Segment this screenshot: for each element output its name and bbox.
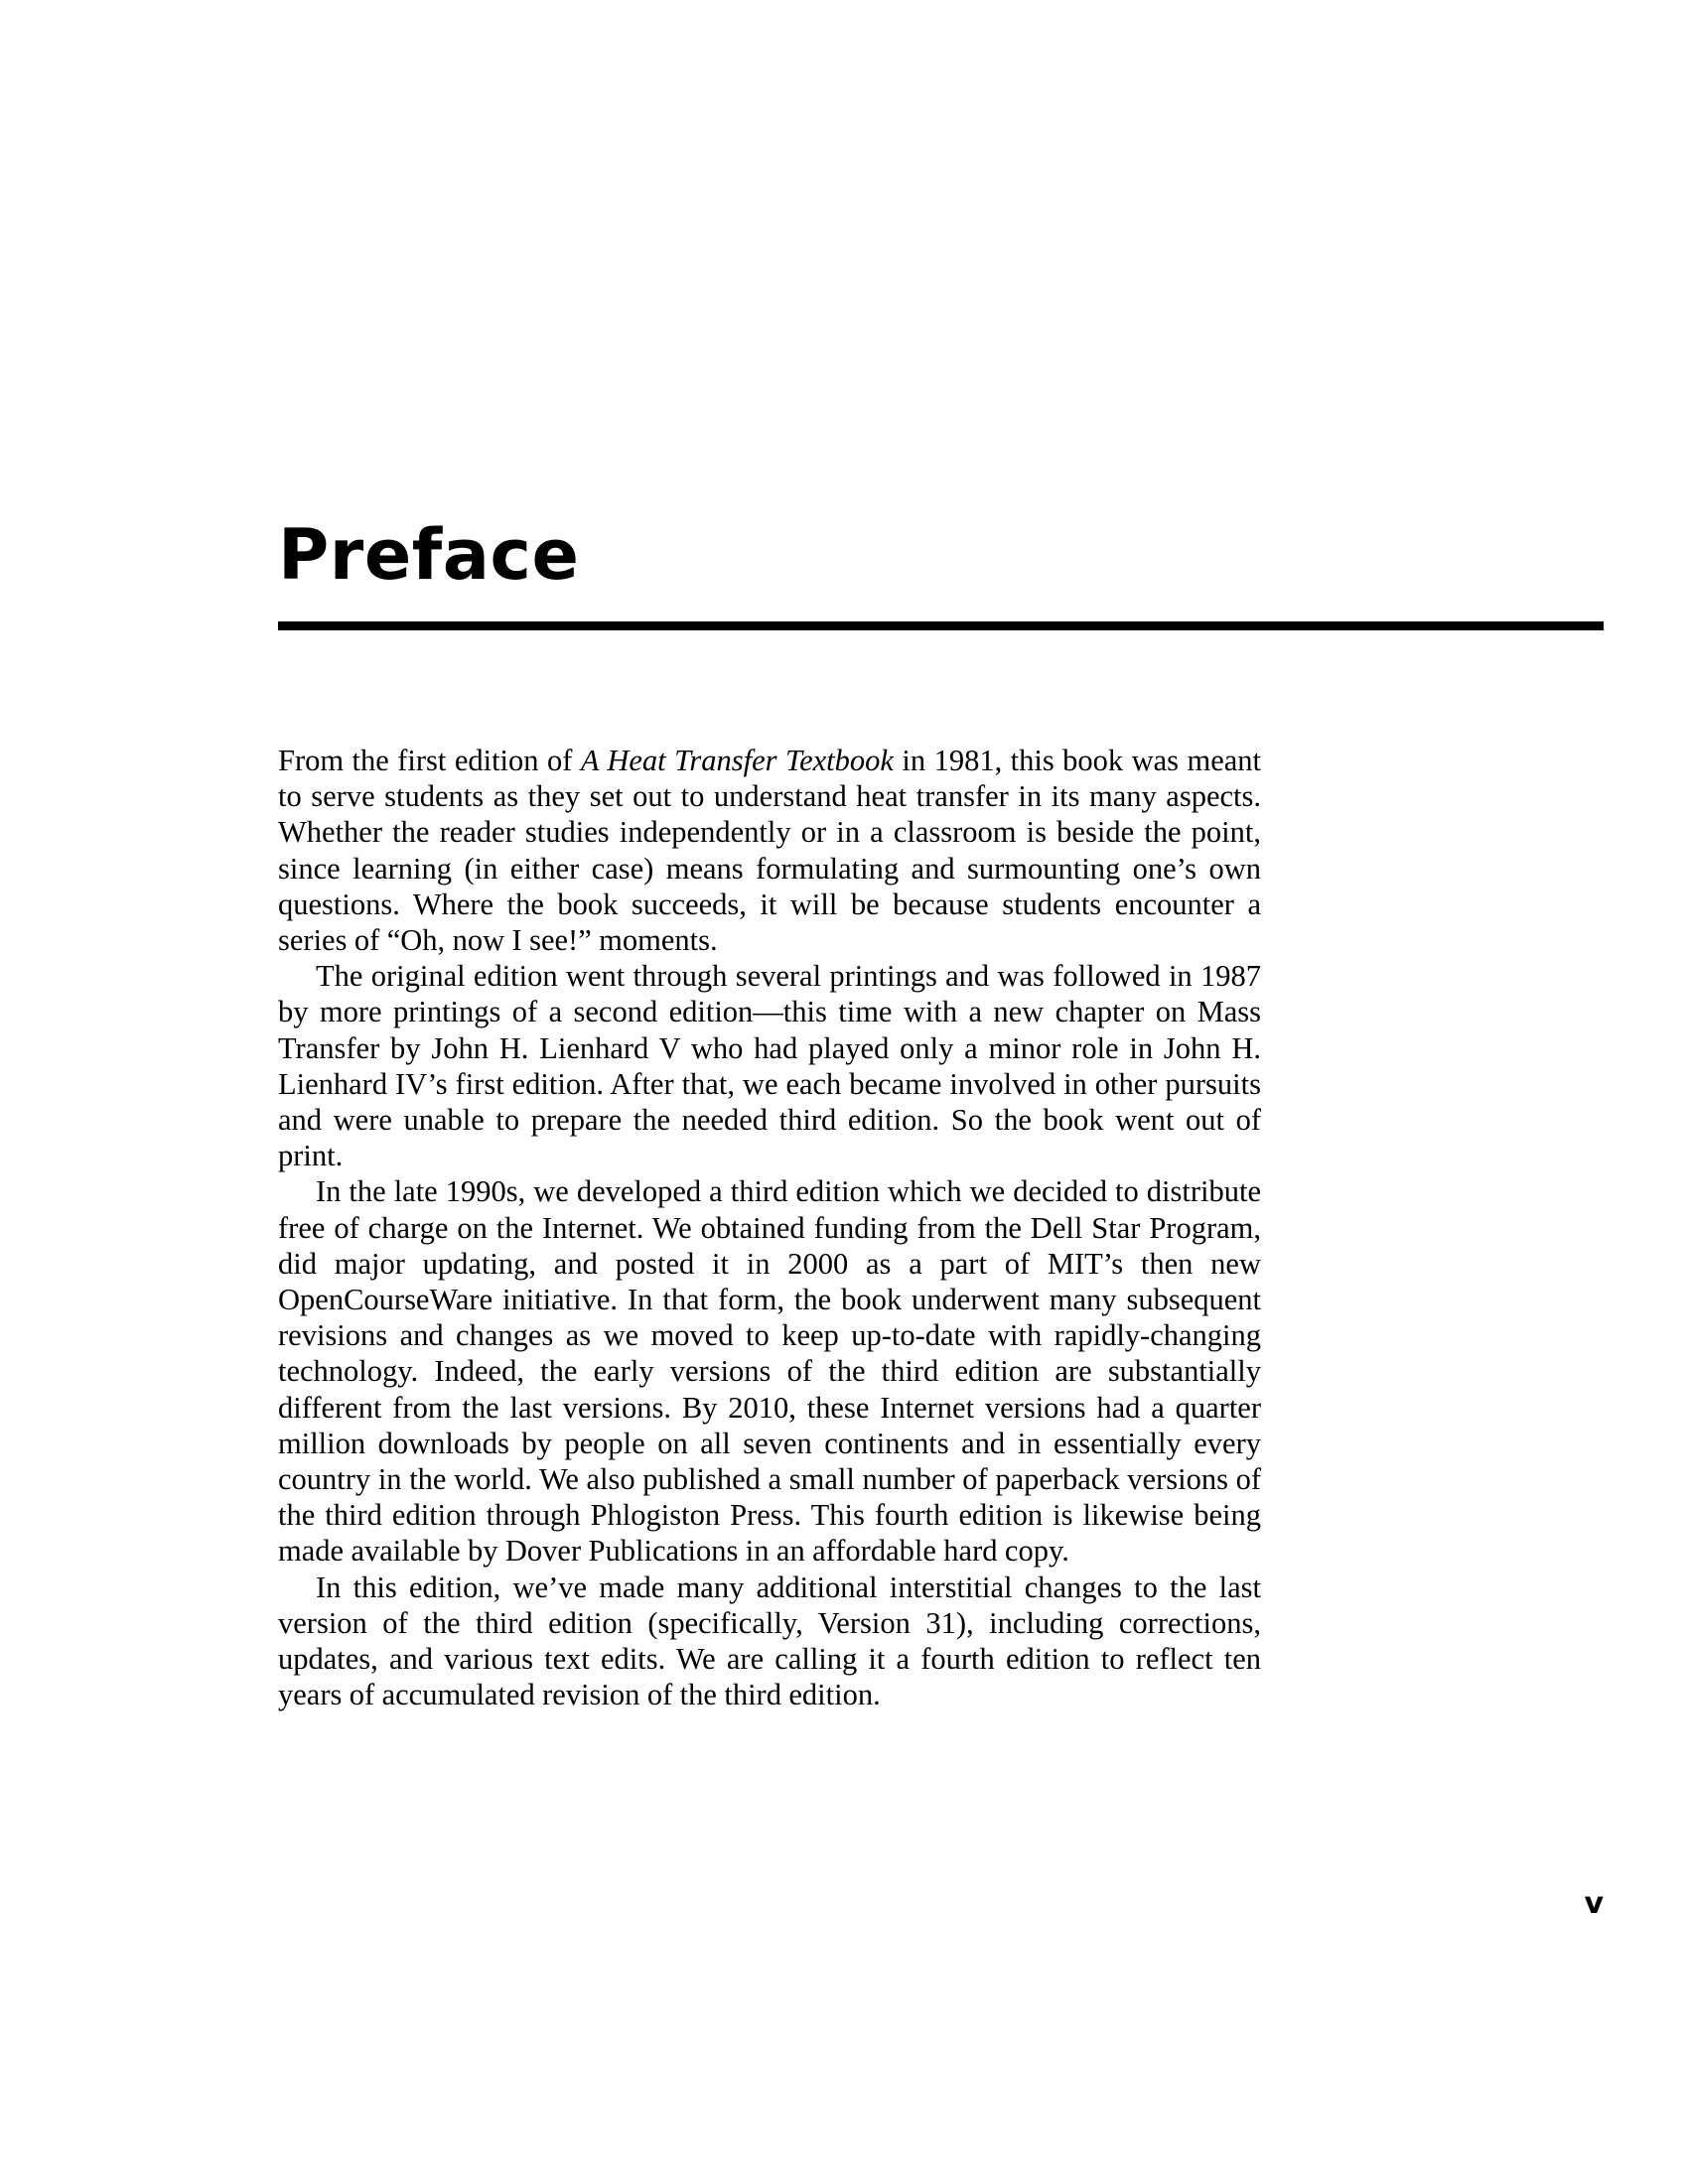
paragraph-4: In this edition, we’ve made many additional interstitial changes to the last version of the third edition (specifically, Version 31), including corrections, updates, and various text edits. We are calling it a fourth edition to reflect ten years of accumulated revision of the third edition. xyxy=(278,1570,1261,1712)
chapter-heading-block xyxy=(278,516,1604,630)
body-text-column xyxy=(278,743,1261,1712)
paragraph-3: In the late 1990s, we developed a third edition which we decided to distribute free of charge on the Internet. We obtained funding from the Dell Star Program, did major updating, and posted it in 2000 as a part of MIT’s then new OpenCourseWare initiative. In that form, the book underwent many subsequent revisions and changes as we moved to keep up-to-date with rapidly-changing technology. Indeed, the early versions of the third edition are substantially different from the last versions. By 2010, these Internet versions had a quarter million downloads by people on all seven continents and in essentially every country in the world. We also published a small number of paperback versions of the third edition through Phlogiston Press. This fourth edition is likewise being made available by Dover Publications in an affordable hard copy. xyxy=(278,1174,1261,1569)
page-number-folio xyxy=(0,1886,1604,1922)
page-number: v xyxy=(1584,1886,1604,1921)
page-title: Preface xyxy=(278,514,580,596)
paragraph-2: The original edition went through several printings and was followed in 1987 by more printings of a second edition—this time with a new chapter on Mass Transfer by John H. Lienhard V who had played only a minor role in John H. Lienhard IV’s first edition. After that, we each became involved in other pursuits and were unable to prepare the needed third edition. So the book went out of print. xyxy=(278,959,1261,1173)
italic-book-title: A Heat Transfer Textbook xyxy=(580,744,894,777)
title-divider-rule xyxy=(278,621,1604,630)
paragraph-1: From the first edition of A Heat Transfer Textbook in 1981, this book was meant to serve students as they set out to understand heat transfer in its many aspects. Whether the reader studies independently or in a classroom is beside the point, since learning (in either case) means formulating and surmounting one’s own questions. Where the book succeeds, it will be because students encounter a series of “Oh, now I see!” moments. xyxy=(278,744,1262,958)
